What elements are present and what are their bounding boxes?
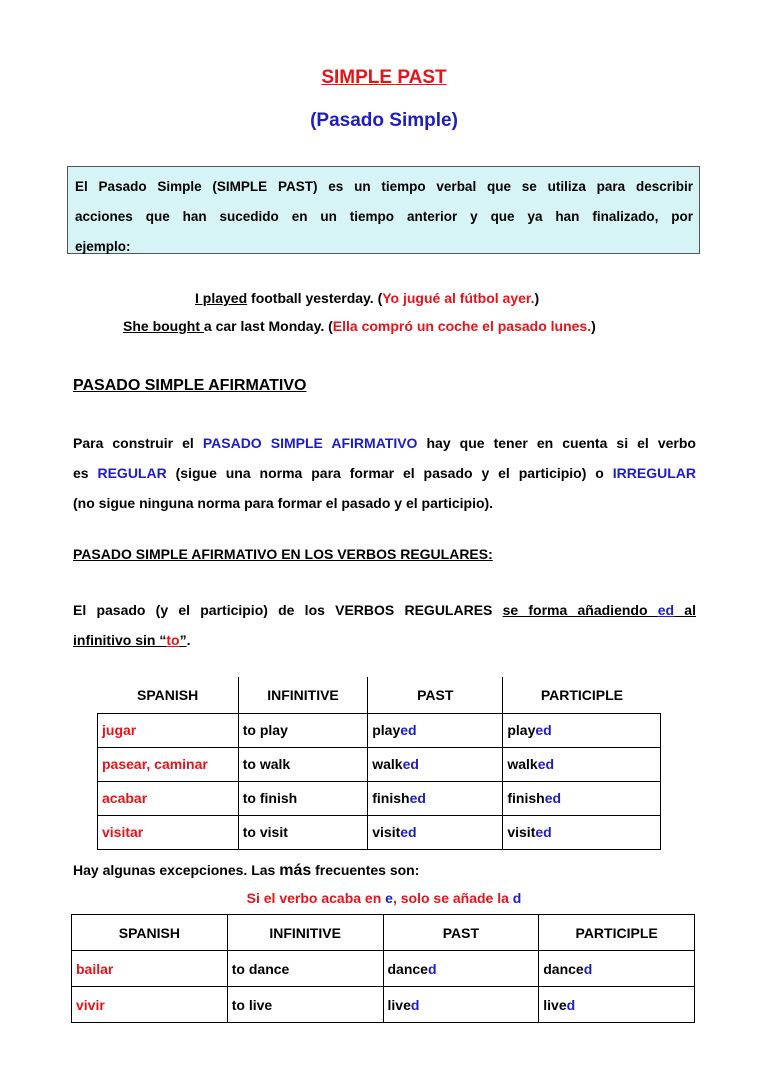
rule-text: infinitivo sin “ xyxy=(73,632,167,648)
example-verb: I played xyxy=(195,290,248,306)
suffix: ed xyxy=(535,722,552,738)
header-infinitive: INFINITIVE xyxy=(238,677,367,713)
header-past: PAST xyxy=(383,915,539,951)
cell-participle xyxy=(539,987,695,1023)
page-subtitle: (Pasado Simple) xyxy=(310,110,458,131)
suffix: ed xyxy=(409,790,426,806)
cell-participle xyxy=(503,747,661,781)
cell-infinitive: to visit xyxy=(238,815,367,849)
cell-past xyxy=(368,815,503,849)
suffix: d xyxy=(566,996,576,1013)
highlight-term: REGULAR xyxy=(97,465,167,481)
cell-participle xyxy=(503,815,661,849)
rule-text: se forma añadiendo xyxy=(502,602,658,618)
table-row xyxy=(98,713,661,747)
heading-regulares: PASADO SIMPLE AFIRMATIVO EN LOS VERBOS REGULARES: xyxy=(73,546,493,562)
example-translation: Yo jugué al fútbol ayer. xyxy=(382,290,535,306)
paragraph-line xyxy=(73,458,696,488)
suffix: ed xyxy=(400,824,417,840)
cell-infinitive: to live xyxy=(227,987,383,1023)
suffix: d xyxy=(427,960,437,977)
cell-spanish: bailar xyxy=(72,951,228,987)
intro-line-2: acciones que han sucedido en un tiempo anterior y que ya han finalizado, por xyxy=(75,209,693,224)
table-row xyxy=(72,987,695,1023)
rule-text: ” xyxy=(179,632,187,648)
table-row xyxy=(98,815,661,849)
cell-past xyxy=(383,951,539,987)
text: hay que tener en cuenta si el verbo xyxy=(417,435,696,451)
stem: live xyxy=(387,996,411,1013)
cell-past xyxy=(368,713,503,747)
suffix: ed xyxy=(537,756,555,772)
stem: play xyxy=(372,722,401,738)
page-title: SIMPLE PAST xyxy=(321,67,447,88)
stem: finish xyxy=(372,790,410,806)
cell-spanish: visitar xyxy=(98,815,239,849)
rule-text: Si el verbo acaba en xyxy=(246,890,386,906)
header-participle: PARTICIPLE xyxy=(503,677,661,713)
stem: walk xyxy=(507,756,538,772)
cell-infinitive: to walk xyxy=(238,747,367,781)
rule-text: , solo se añade la xyxy=(392,890,513,906)
highlight-term: PASADO SIMPLE AFIRMATIVO xyxy=(202,435,418,451)
cell-spanish: jugar xyxy=(98,713,239,747)
stem: visit xyxy=(372,824,401,840)
example-sentence-2 xyxy=(123,318,596,334)
suffix: ed xyxy=(544,790,562,806)
stem: dance xyxy=(543,960,584,977)
example-translation: Ella compró un coche el pasado lunes. xyxy=(332,318,592,334)
paragraph-regular-irregular xyxy=(73,428,696,518)
suffix: ed xyxy=(402,756,419,772)
header-spanish: SPANISH xyxy=(72,915,228,951)
text: (sigue una norma para formar el pasado y el participio) o xyxy=(166,465,613,481)
suffix: d xyxy=(583,960,593,977)
cell-spanish: acabar xyxy=(98,781,239,815)
cell-infinitive: to dance xyxy=(227,951,383,987)
table-header-row xyxy=(72,915,695,951)
table-row xyxy=(98,747,661,781)
stem: walk xyxy=(372,756,403,772)
cell-participle xyxy=(503,713,661,747)
cell-past xyxy=(368,747,503,781)
cell-infinitive: to finish xyxy=(238,781,367,815)
suffix: d xyxy=(410,996,420,1013)
cell-past xyxy=(368,781,503,815)
text: Para construir el xyxy=(73,435,203,451)
cell-spanish: pasear, caminar xyxy=(98,747,239,781)
text: frecuentes son: xyxy=(311,862,420,878)
suffix: ed xyxy=(535,824,552,840)
suffix: ed xyxy=(400,722,417,738)
text: Hay algunas excepciones. Las xyxy=(73,862,280,878)
paragraph-line xyxy=(73,595,696,625)
header-participle: PARTICIPLE xyxy=(539,915,695,951)
example-sentence-1 xyxy=(195,290,539,306)
regular-verbs-table xyxy=(97,677,661,850)
exception-rule xyxy=(0,890,768,906)
example-rest: football yesterday. ( xyxy=(247,290,383,306)
stem: dance xyxy=(387,960,428,977)
table-header-row xyxy=(98,677,661,713)
example-verb: She bought xyxy=(123,318,204,334)
heading-afirmativo: PASADO SIMPLE AFIRMATIVO xyxy=(73,377,307,394)
cell-past xyxy=(383,987,539,1023)
intro-box xyxy=(67,166,700,254)
paragraph-line xyxy=(73,428,696,458)
rule-letter: d xyxy=(512,890,522,906)
exception-verbs-table xyxy=(71,914,695,1023)
text: más xyxy=(279,862,312,879)
stem: visit xyxy=(507,824,536,840)
text: es xyxy=(73,465,98,481)
suffix-ed: ed xyxy=(657,602,675,618)
table-row xyxy=(98,781,661,815)
text: . xyxy=(186,632,191,648)
cell-participle xyxy=(503,781,661,815)
paragraph-regular-rule xyxy=(73,595,696,655)
cell-infinitive: to play xyxy=(238,713,367,747)
rule-text: al xyxy=(674,602,696,618)
header-infinitive: INFINITIVE xyxy=(227,915,383,951)
intro-line-1: El Pasado Simple (SIMPLE PAST) es un tiempo verbal que se utiliza para describir xyxy=(75,179,693,194)
cell-participle xyxy=(539,951,695,987)
exceptions-line xyxy=(73,862,419,880)
rule-letter: e xyxy=(385,890,393,906)
text: (no sigue ninguna norma para formar el pasado y el participio). xyxy=(73,495,494,511)
example-rest: a car last Monday. ( xyxy=(203,318,333,334)
stem: finish xyxy=(507,790,545,806)
text: El pasado (y el participio) de los VERBOS REGULARES xyxy=(73,602,503,618)
header-past: PAST xyxy=(368,677,503,713)
stem: play xyxy=(507,722,536,738)
example-close: ) xyxy=(534,290,540,306)
to-word: to xyxy=(166,632,180,648)
highlight-term: IRREGULAR xyxy=(612,465,696,481)
intro-line-3: ejemplo: xyxy=(75,239,131,254)
stem: live xyxy=(543,996,567,1013)
example-close: ) xyxy=(591,318,596,334)
cell-spanish: vivir xyxy=(72,987,228,1023)
table-row xyxy=(72,951,695,987)
header-spanish: SPANISH xyxy=(98,677,239,713)
